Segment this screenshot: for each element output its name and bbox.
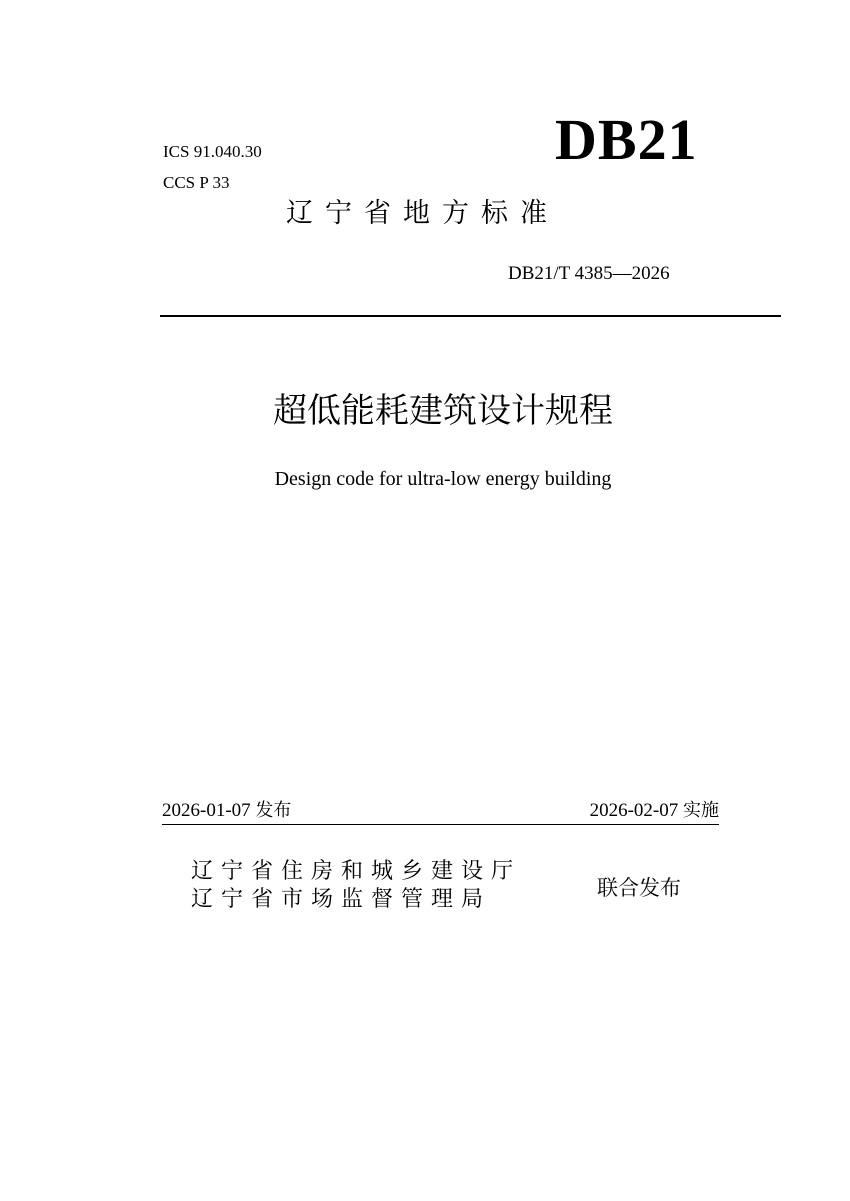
publish-info bbox=[162, 800, 291, 822]
implement-date: 2026-02-07 bbox=[589, 800, 679, 821]
ccs-code: CCS P 33 bbox=[163, 173, 230, 192]
publish-label: 发布 bbox=[255, 800, 292, 821]
header-divider bbox=[160, 315, 781, 317]
standard-type: 辽宁省地方标准 bbox=[286, 198, 559, 229]
dates-row bbox=[162, 800, 719, 825]
issuer-market-regulation: 辽宁省市场监督管理局 bbox=[191, 887, 492, 912]
joint-publish-label: 联合发布 bbox=[597, 876, 681, 900]
standard-number: DB21/T 4385—2026 bbox=[508, 263, 670, 284]
document-title-english: Design code for ultra-low energy building bbox=[274, 468, 612, 490]
standard-code: DB21 bbox=[555, 107, 698, 172]
document-title-chinese: 超低能耗建筑设计规程 bbox=[273, 391, 613, 431]
implement-label: 实施 bbox=[683, 800, 719, 821]
implement-info bbox=[590, 800, 719, 822]
issuer-housing-department: 辽宁省住房和城乡建设厅 bbox=[191, 859, 522, 884]
ics-code: ICS 91.040.30 bbox=[163, 142, 262, 161]
publish-date: 2026-01-07 bbox=[162, 800, 251, 821]
